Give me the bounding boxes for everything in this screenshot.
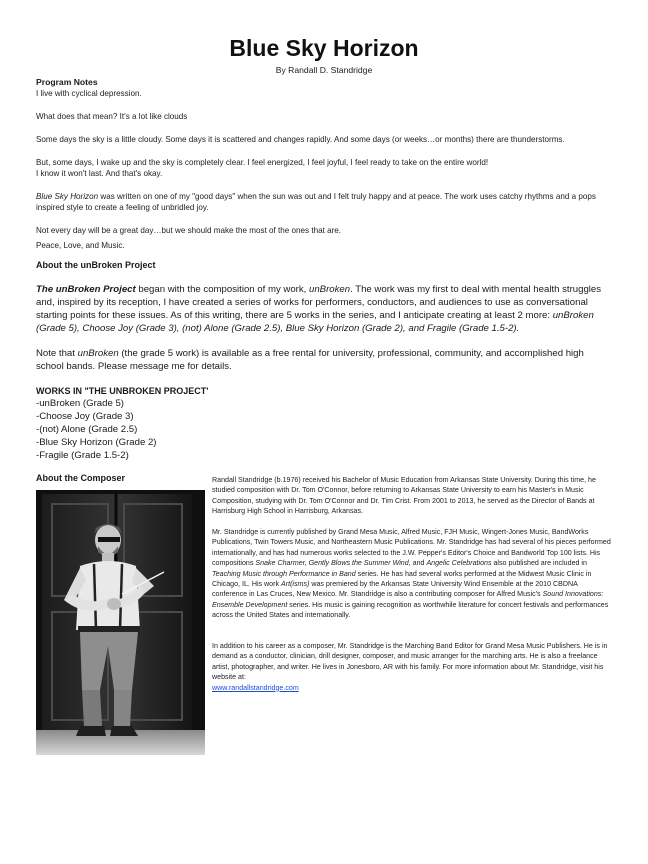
paragraph-text: Mr. Standridge is currently published by Grand Mesa Music, Alfred Music, FJH Music, Wingert-Jones Music, BandWorks Publications, Twin Towers Music, and Northeastern Music Publications. Mr. Standridge has had several of his pieces performed internationally, and has had numerous works selected to the J.W. Pepper's Editor's Choice and Bandworld Top 100 lists. His compositions [212, 528, 611, 568]
about-composer-heading: About the Composer [36, 473, 125, 483]
bio-paragraph: Randall Standridge (b.1976) received his Bachelor of Music Education from Arkansas State University. During this time, he studied composition with Dr. Tom O'Connor, before returning to Arkansas State University to earn his Master's in Music Composition, studying with Dr. Tom O'Connor and Dr. Tim Crist. From 2001 to 2013, he served as the Director of Bands at Harrisburg High School in Harrisburg, Arkansas. [212, 476, 596, 516]
program-note-paragraph [36, 191, 612, 213]
composer-photo [36, 490, 205, 755]
unbroken-paragraph [36, 347, 612, 373]
paragraph-text: (the grade 5 work) is available as a free rental for university, professional, community, and accomplished high school bands. Please message me for details. [36, 348, 584, 372]
unbroken-project-heading: About the unBroken Project [36, 260, 156, 270]
work-title: unBroken [77, 348, 119, 359]
works-heading: WORKS IN "THE UNBROKEN PROJECT' [36, 386, 209, 396]
program-note-paragraph: But, some days, I wake up and the sky is completely clear. I feel energized, I feel joyful, I feel ready to take on the entire world! [36, 158, 489, 167]
paragraph-text: series. His music is gaining recognition as worthwhile literature for concert festivals and performances across the United States and internationally. [212, 600, 609, 620]
work-title: unBroken [309, 284, 351, 295]
composer-website-link[interactable]: www.randallstandridge.com [212, 683, 299, 692]
unbroken-paragraph [36, 283, 612, 335]
paragraph-text: was premiered by the Arkansas State University Wind Ensemble at the 2010 CBDNA conference in Las Cruces, New Mexico. Mr. Standridge is also a contributing composer for Alfred Music's [212, 580, 578, 599]
paragraph-text: also published are included in [491, 559, 587, 568]
program-note-paragraph: I know it won't last. And that's okay. [36, 169, 163, 178]
paragraph-text: series. He has had several works performed at the Midwest Music Clinic in Chicago, IL. His work [212, 569, 592, 589]
paragraph-text: Note that [36, 348, 78, 359]
paragraph-text: was written on one of my "good days" when the sun was out and I felt truly happy and at peace. The work uses catchy rhythms and a pops inspired style to create a feeling of unbridled joy. [36, 192, 596, 212]
works-list-item: -(not) Alone (Grade 2.5) [36, 424, 138, 435]
work-title: Art(isms) [281, 580, 310, 589]
book-title: Teaching Music through Performance in Band [212, 569, 356, 578]
paragraph-text: In addition to his career as a composer, Mr. Standridge is the Marching Band Editor for Grand Mesa Music Publishers. He is in demand as a conductor, clinician, drill designer, composer, and music arranger for the marching arts. He is also a freelance artist, photographer, and writer. He lives in Jonesboro, AR with his family. For more information about Mr. Standridge, visit his website at: [212, 642, 608, 682]
paragraph-text: and [410, 559, 427, 568]
works-list-item: -Fragile (Grade 1.5-2) [36, 450, 129, 461]
works-list-inline: unBroken (Grade 5), Choose Joy (Grade 3), (not) Alone (Grade 2.5), Blue Sky Horizon (Grade 2), and Fragile (Grade 1.5-2). [36, 310, 594, 334]
series-title: Sound Innovations: Ensemble Development [212, 590, 604, 609]
program-note-paragraph: What does that mean? It's a lot like clouds [36, 112, 188, 121]
program-note-signoff: Peace, Love, and Music. [36, 241, 125, 250]
program-note-paragraph: Not every day will be a great day…but we should make the most of the ones that are. [36, 226, 342, 235]
bio-paragraph [212, 641, 614, 693]
works-list-item: -unBroken (Grade 5) [36, 398, 124, 409]
page-title: Blue Sky Horizon [229, 35, 419, 61]
paragraph-text: . The work was my first to deal with mental health struggles and, inspired by its reception, I have created a series of works for performers, conductors, and audiences to use as conversational starting points for these issues. As of this writing, there are 5 works in the series, and I anticipate creating at least 2 more: [36, 284, 602, 321]
program-note-paragraph: I live with cyclical depression. [36, 89, 142, 98]
works-list-item: -Choose Joy (Grade 3) [36, 411, 134, 422]
work-title: Blue Sky Horizon [36, 192, 99, 201]
program-notes-heading: Program Notes [36, 77, 98, 87]
bio-paragraph [212, 527, 614, 621]
works-list-item: -Blue Sky Horizon (Grade 2) [36, 437, 157, 448]
program-note-paragraph: Some days the sky is a little cloudy. Some days it is scattered and changes rapidly. And some days (or weeks…or months) there are thunderstorms. [36, 135, 565, 144]
composer-bio [212, 475, 614, 703]
composer-photo-illustration [36, 490, 205, 755]
project-name: The unBroken Project [36, 284, 136, 295]
composer-byline: By Randall D. Standridge [275, 65, 373, 75]
paragraph-text: began with the composition of my work, [135, 284, 309, 295]
work-title: Angelic Celebrations [426, 559, 492, 568]
work-title: Snake Charmer, Gently Blows the Summer Wind, [255, 559, 411, 568]
